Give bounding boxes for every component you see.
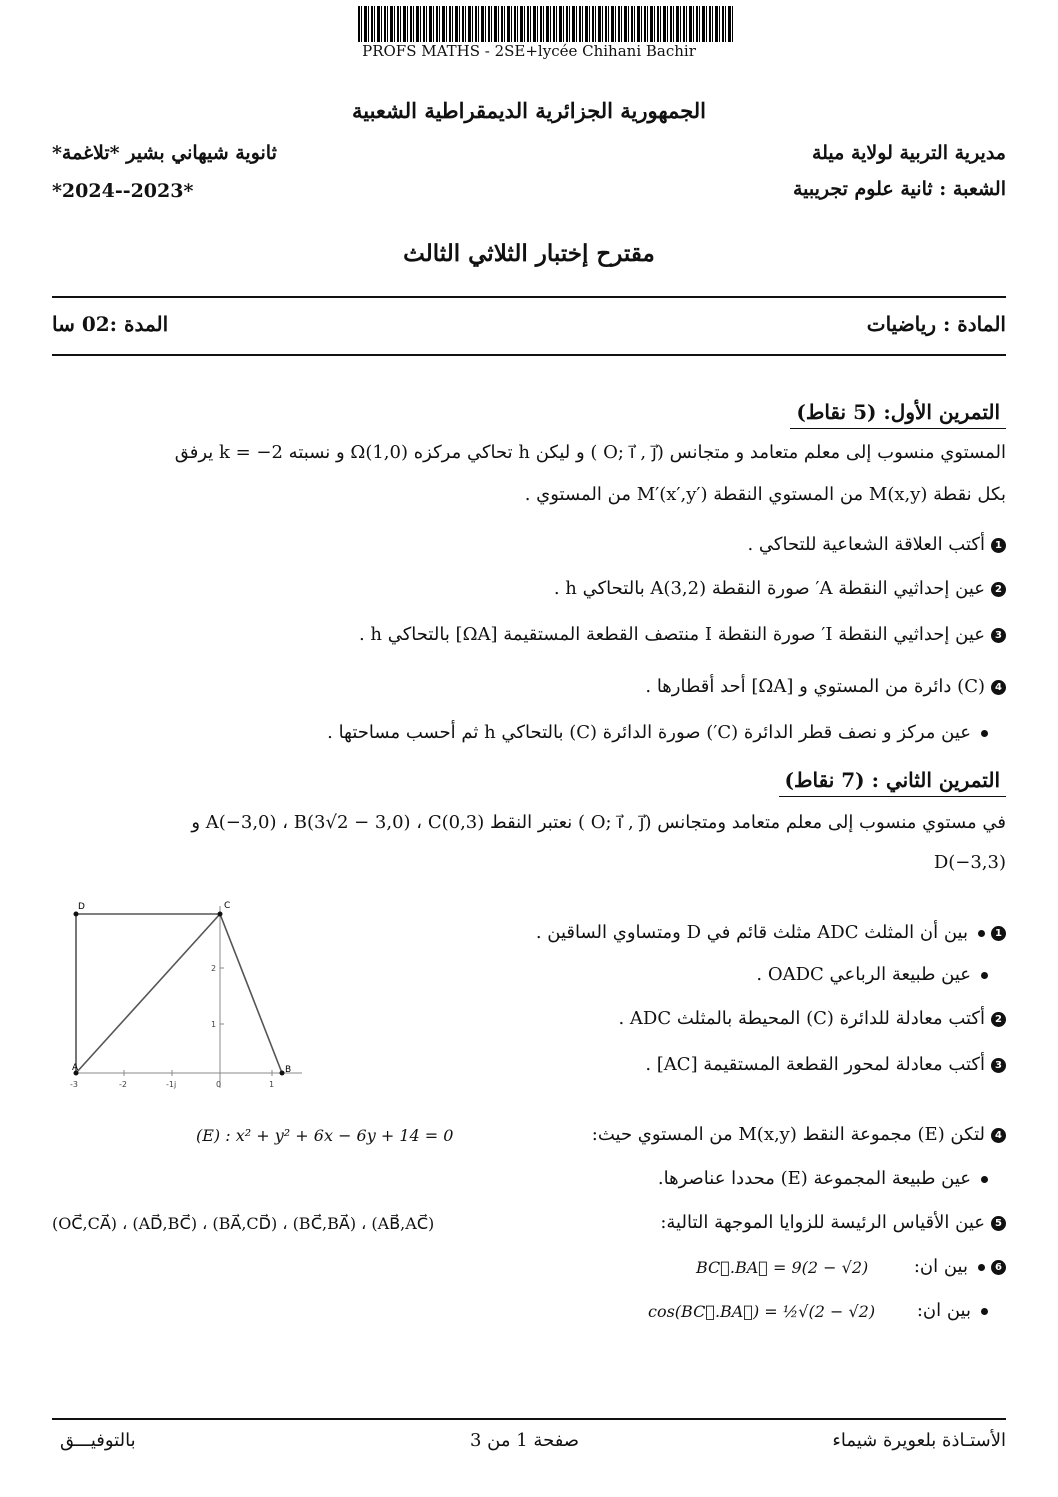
x-tick-minus-3: -3 xyxy=(70,1080,78,1089)
exercise-2-intro-line-2: D(−3,3) xyxy=(933,852,1006,873)
x-tick-1: 1 xyxy=(269,1080,275,1089)
triangle-figure xyxy=(66,896,310,1102)
bullet-icon xyxy=(978,1264,985,1271)
exercise-2-q5: 5عين الأقياس الرئيسة للزوايا الموجهة التالية: xyxy=(660,1212,1006,1233)
school-name: ثانوية شيهاني بشير *تلاغمة* xyxy=(52,142,277,164)
directorate: مديرية التربية لولاية ميلة xyxy=(811,142,1006,164)
bullet-icon xyxy=(978,930,985,937)
exercise-1-intro-line-1: المستوي منسوب إلى معلم متعامد و متجانس (O; i⃗ , j⃗ ) و ليكن h تحاكي مركزه Ω(1,0) و نسبته k = −2 يرفق xyxy=(174,442,1006,463)
bullet-icon xyxy=(981,972,988,979)
exercise-2-q6: 6بين ان: xyxy=(914,1256,1006,1277)
y-tick-2: 2 xyxy=(211,964,217,973)
number-3-icon: 3 xyxy=(991,1058,1006,1073)
figure-shape xyxy=(76,914,282,1073)
page-number: صفحة 1 من 3 xyxy=(470,1430,580,1451)
oriented-angles: (OC⃗,CA⃗) ، (AD⃗,BC⃗) ، (BA⃗,CD⃗) ، (BC⃗,BA⃗) ، (AB⃗,AC⃗) xyxy=(52,1214,435,1233)
stream: الشعبة : ثانية علوم تجريبية xyxy=(792,178,1006,200)
good-luck: بالتوفيـــق xyxy=(60,1430,136,1451)
number-5-icon: 5 xyxy=(991,1216,1006,1231)
exam-title: مقترح إختبار الثلاثي الثالث xyxy=(403,240,655,267)
subject: المادة : رياضيات xyxy=(866,312,1006,336)
number-2-icon: 2 xyxy=(991,1012,1006,1027)
exercise-2-q6b: بين ان: xyxy=(917,1300,988,1321)
exercise-2-heading: التمرين الثاني : (7 نقاط) xyxy=(779,768,1006,797)
label-b: B xyxy=(285,1065,292,1075)
exercise-2-q4: 4لتكن (E) مجموعة النقط M(x,y) من المستوي حيث: xyxy=(592,1124,1006,1145)
bullet-icon xyxy=(981,730,988,737)
dot-product-equation: BC⃗.BA⃗ = 9(2 − √2) xyxy=(696,1258,869,1277)
divider-top xyxy=(52,296,1006,298)
number-2-icon: 2 xyxy=(991,582,1006,597)
exercise-2-intro-line-1: في مستوي منسوب إلى معلم متعامد ومتجانس (O; i⃗ , j⃗ ) نعتبر النقط A(−3,0) ، B(3√2 − 3,0) ، C(0,3) و xyxy=(191,812,1006,833)
exercise-2-q3: 3أكتب معادلة لمحور القطعة المستقيمة [AC] . xyxy=(645,1054,1006,1075)
y-tick-1: 1 xyxy=(211,1020,217,1029)
number-6-icon: 6 xyxy=(991,1260,1006,1275)
label-c: C xyxy=(224,901,231,911)
bullet-icon xyxy=(981,1176,988,1183)
number-1-icon: 1 xyxy=(991,538,1006,553)
number-3-icon: 3 xyxy=(991,628,1006,643)
barcode xyxy=(358,6,734,42)
figure-axes xyxy=(74,906,302,1088)
number-1-icon: 1 xyxy=(991,926,1006,941)
exercise-2-q4b: عين طبيعة المجموعة (E) محددا عناصرها. xyxy=(658,1168,988,1189)
exercise-2-q2: 2أكتب معادلة للدائرة (C) المحيطة بالمثلث ADC . xyxy=(618,1008,1006,1029)
set-e-equation: (E) : x² + y² + 6x − 6y + 14 = 0 xyxy=(196,1126,454,1145)
exercise-1-q4: 4(C) دائرة من المستوي و [ΩA] أحد أقطارها . xyxy=(645,676,1006,697)
duration: المدة :02 سا xyxy=(52,312,169,336)
cosine-equation: cos(BC⃗.BA⃗) = ½√(2 − √2) xyxy=(648,1302,876,1321)
x-tick-0: 0 xyxy=(216,1080,222,1089)
exercise-2-q1: 1بين أن المثلث ADC مثلث قائم في D ومتساوي الساقين . xyxy=(536,922,1006,943)
footer-divider xyxy=(52,1418,1006,1420)
exercise-1-q4b: عين مركز و نصف قطر الدائرة (C′) صورة الدائرة (C) بالتحاكي h ثم أحسب مساحتها . xyxy=(327,722,988,743)
number-4-icon: 4 xyxy=(991,1128,1006,1143)
number-4-icon: 4 xyxy=(991,680,1006,695)
point-b xyxy=(280,1071,285,1076)
exercise-1-q2: 2عين إحداثيي النقطة A′ صورة النقطة A(3,2) بالتحاكي h . xyxy=(554,578,1006,599)
school-year: *2024--2023* xyxy=(52,180,194,202)
exercise-1-q3: 3عين إحداثيي النقطة I′ صورة النقطة I منتصف القطعة المستقيمة [ΩA] بالتحاكي h . xyxy=(359,624,1006,645)
point-d xyxy=(74,912,79,917)
exercise-1-intro-line-2: بكل نقطة M(x,y) من المستوي النقطة M′(x′,y′) من المستوي . xyxy=(524,484,1006,505)
x-tick-minus-1: -1j xyxy=(166,1080,177,1089)
x-tick-minus-2: -2 xyxy=(119,1080,127,1089)
republic-title: الجمهورية الجزائرية الديمقراطية الشعبية xyxy=(351,98,706,123)
exercise-1-heading: التمرين الأول: (5 نقاط) xyxy=(790,400,1006,429)
watermark: PROFS MATHS - 2SE+lycée Chihani Bachir xyxy=(362,42,696,60)
divider-bottom xyxy=(52,354,1006,356)
point-c xyxy=(218,912,223,917)
label-d: D xyxy=(78,902,85,912)
label-a: A xyxy=(72,1063,79,1073)
bullet-icon xyxy=(981,1308,988,1315)
teacher-name: الأستـاذة بلعويرة شيماء xyxy=(832,1430,1006,1451)
exercise-2-q1b: عين طبيعة الرباعي OADC . xyxy=(756,964,988,985)
exercise-1-q1: 1أكتب العلاقة الشعاعية للتحاكي . xyxy=(747,534,1006,555)
